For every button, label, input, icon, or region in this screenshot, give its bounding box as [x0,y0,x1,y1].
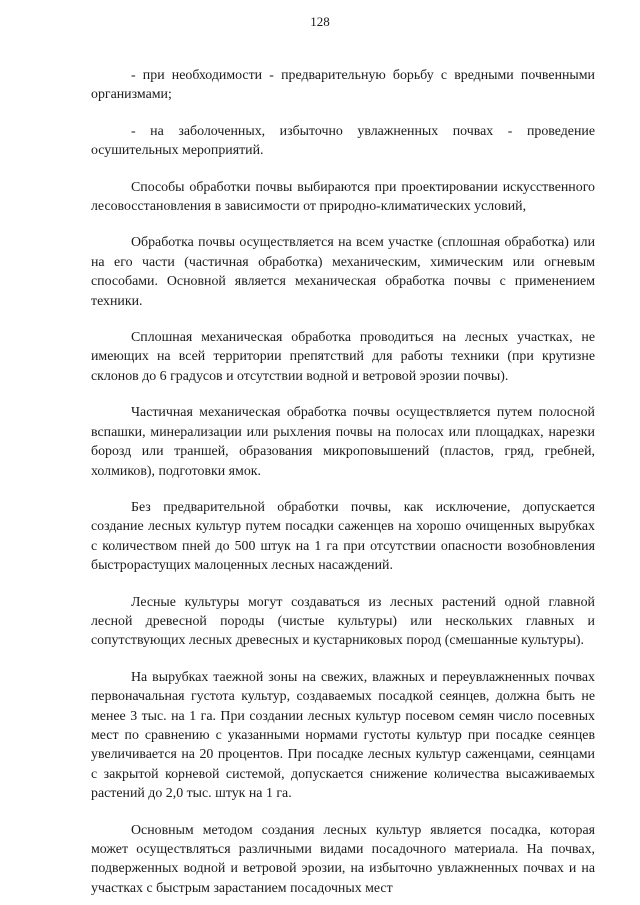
document-body [91,66,595,898]
paragraph-crop-composition: Лесные культуры могут создаваться из лесных растений одной главной лесной древесной породы (чистые культуры) или нескольких главных и сопутствующих лесных древесных и кустарниковых пород (смешанные культуры). [91,594,595,649]
paragraph-planting-method: Основным методом создания лесных культур является посадка, которая может осуществляться различными видами посадочного материала. На почвах, подверженных водной и ветровой эрозии, на избыточно увлажненных почвах и на участках с быстрым зарастанием посадочных мест [91,822,595,896]
paragraph-drainage: - на заболоченных, избыточно увлажненных почвах - проведение осушительных мероприятий. [91,123,595,159]
paragraph-no-treatment: Без предварительной обработки почвы, как исключение, допускается создание лесных культур путем посадки саженцев на хорошо очищенных вырубках с количеством пней до 500 штук на 1 га при отсутствии опасности возобновления быстрорастущих малоценных лесных насаждений. [91,499,595,574]
paragraph-planting-density: На вырубках таежной зоны на свежих, влажных и переувлажненных почвах первоначальная густота культур, создаваемых посадкой сеянцев, должна быть не менее 3 тыс. на 1 га. При создании лесных культур посевом семян число посевных мест по сравнению с указанными нормами густоты культур при посадке сеянцев увеличивается на 20 процентов. При посадке лесных культур саженцами, сеянцами с закрытой корневой системой, допускается снижение количества высаживаемых растений до 2,0 тыс. штук на 1 га. [91,669,595,802]
paragraph-partial-treatment: Частичная механическая обработка почвы осуществляется путем полосной вспашки, минерализации или рыхления почвы на полосах или площадках, нарезки борозд или траншей, образования микроповышений (пластов, гряд, гребней, холмиков), подготовки ямок. [91,405,595,479]
page-number: 128 [310,14,330,29]
paragraph-methods-selection: Способы обработки почвы выбираются при проектировании искусственного лесовосстановления в зависимости от природно-климатических условий, [91,179,595,215]
paragraph-pest-control: - при необходимости - предварительную борьбу с вредными почвенными организмами; [91,68,595,103]
paragraph-soil-treatment: Обработка почвы осуществляется на всем участке (сплошная обработка) или на его части (частичная обработка) механическим, химическим или огневым способами. Основной является механическая обработка почвы с применением техники. [91,235,595,309]
paragraph-continuous-treatment: Сплошная механическая обработка проводиться на лесных участках, не имеющих на всей территории препятствий для работы техники (при крутизне склонов до 6 градусов и отсутствии водной и ветровой эрозии почвы). [91,330,595,384]
